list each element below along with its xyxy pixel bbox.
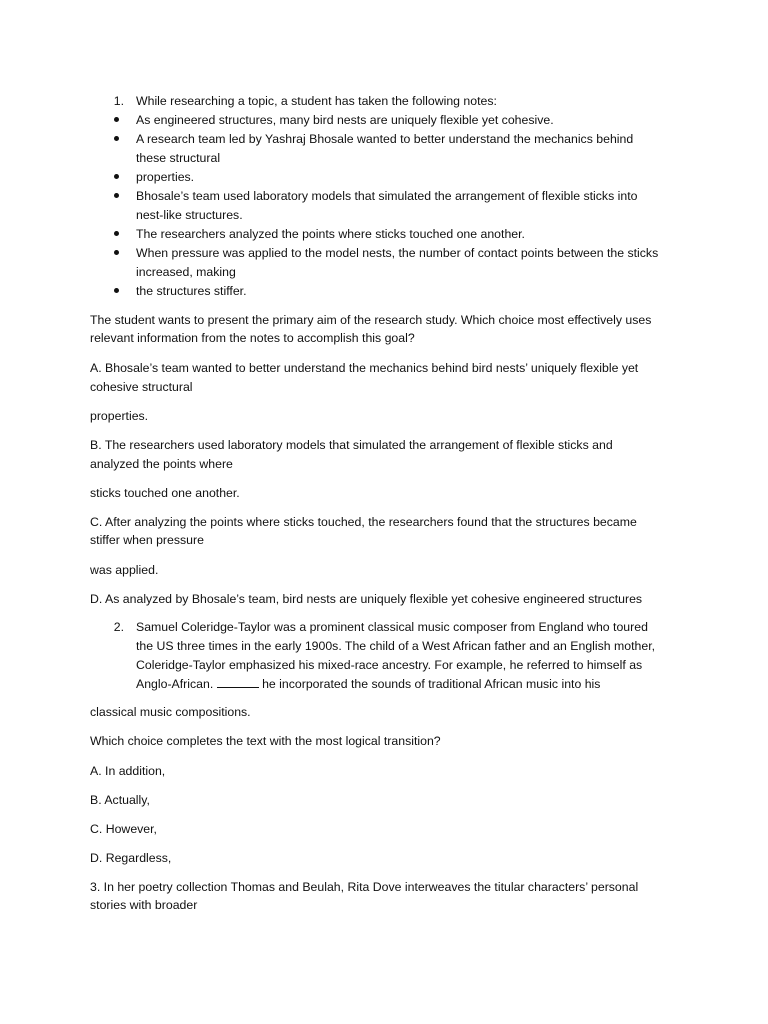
answer-blank: [217, 676, 259, 688]
q1-note: Bhosale’s team used laboratory models that simulated the arrangement of flexible sticks into: [136, 189, 638, 203]
bullet-icon: [114, 193, 119, 198]
q1-option-d: D. As analyzed by Bhosale’s team, bird nests are uniquely flexible yet cohesive engineered structures: [90, 592, 643, 606]
q2-option-d: D. Regardless,: [90, 851, 172, 865]
q2-option-b: B. Actually,: [90, 793, 150, 807]
q1-note: As engineered structures, many bird nests are uniquely flexible yet cohesive.: [136, 113, 554, 127]
bullet-icon: [114, 174, 119, 179]
bullet-icon: [114, 231, 119, 236]
q1-prompt: relevant information from the notes to accomplish this goal?: [90, 331, 415, 345]
q1-option-a: cohesive structural: [90, 380, 193, 394]
q1-note: nest-like structures.: [136, 208, 243, 222]
q1-intro: While researching a topic, a student has taken the following notes:: [136, 94, 497, 108]
q1-note: When pressure was applied to the model nests, the number of contact points between the sticks: [136, 246, 659, 260]
q1-option-a: A. Bhosale’s team wanted to better understand the mechanics behind bird nests’ uniquely flexible yet: [90, 361, 639, 375]
q2-option-c: C. However,: [90, 822, 157, 836]
q1-note: properties.: [136, 170, 195, 184]
q1-option-b: analyzed the points where: [90, 457, 233, 471]
q2-number: 2.: [113, 620, 124, 634]
q1-option-b: B. The researchers used laboratory models that simulated the arrangement of flexible sticks and: [90, 438, 613, 452]
q1-option-b: sticks touched one another.: [90, 486, 240, 500]
bullet-icon: [114, 288, 119, 293]
q1-note: The researchers analyzed the points where sticks touched one another.: [136, 227, 525, 241]
q2-passage: Samuel Coleridge-Taylor was a prominent classical music composer from England who toured: [136, 620, 648, 634]
q1-note: A research team led by Yashraj Bhosale wanted to better understand the mechanics behind: [136, 132, 634, 146]
q1-note: the structures stiffer.: [136, 284, 247, 298]
q2-passage-after-blank: he incorporated the sounds of traditional African music into his: [262, 677, 601, 691]
q2-prompt: Which choice completes the text with the most logical transition?: [90, 734, 441, 748]
q1-option-a: properties.: [90, 409, 149, 423]
q2-passage-before-blank: Anglo-African.: [136, 677, 214, 691]
bullet-icon: [114, 117, 119, 122]
q1-option-c: C. After analyzing the points where sticks touched, the researchers found that the structures became: [90, 515, 637, 529]
q1-option-c: was applied.: [90, 563, 159, 577]
q2-passage: Coleridge-Taylor emphasized his mixed-race ancestry. For example, he referred to himself as: [136, 658, 643, 672]
q1-note: these structural: [136, 151, 221, 165]
q2-option-a: A. In addition,: [90, 764, 166, 778]
q1-note: increased, making: [136, 265, 236, 279]
q1-option-c: stiffer when pressure: [90, 533, 204, 547]
q3-text: stories with broader: [90, 898, 198, 912]
q2-continuation: classical music compositions.: [90, 705, 251, 719]
q1-number: 1.: [113, 94, 124, 108]
q2-passage: the US three times in the early 1900s. The child of a West African father and an English mother,: [136, 639, 656, 653]
q3-text: 3. In her poetry collection Thomas and Beulah, Rita Dove interweaves the titular characters’ personal: [90, 880, 639, 894]
bullet-icon: [114, 250, 119, 255]
q1-prompt: The student wants to present the primary aim of the research study. Which choice most effectively uses: [90, 313, 652, 327]
bullet-icon: [114, 136, 119, 141]
q2-passage-line4: [136, 675, 600, 694]
